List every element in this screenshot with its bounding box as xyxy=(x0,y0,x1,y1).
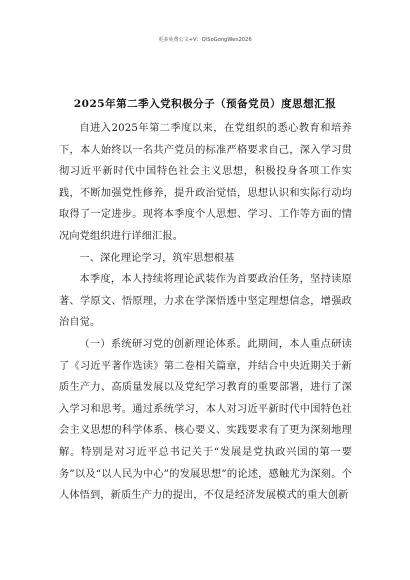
section-1-paragraph: 本季度，本人持续将理论武装作为首要政治任务，坚持读原著、学原文、悟原理，力求在学深悟透中坚定理想信念，增强政治自觉。 xyxy=(59,274,352,329)
promo-header-text: 更多免费公文+V：QiSoGongWen2026 xyxy=(158,37,252,43)
intro-paragraph: 自进入2025年第二季度以来，在党组织的悉心教育和培养下，本人始终以一名共产党员的标准严格要求自己，深入学习贯彻习近平新时代中国特色社会主义思想，积极投身各项工作实践，不断加强党性修养，提升政治觉悟，思想认识和实际行动均取得了一定进步。现将本季度个人思想、学习、工作等方面的情况向党组织进行详细汇报。 xyxy=(59,123,352,242)
section-heading-1: 一、深化理论学习，筑牢思想根基 xyxy=(79,252,235,264)
subsection-1-paragraph: （一）系统研习党的创新理论体系。此期间，本人重点研读了《习近平著作选读》第二卷相关篇章，并结合中央近期关于新质生产力、高质量发展以及党纪学习教育的重要部署，进行了深入学习和思考。通过系统学习，本人对习近平新时代中国特色社会主义思想的科学体系、核心要义、实践要求有了更为深刻地理解。特别是对习近平总书记关于“发展是党执政兴国的第一要务”以及“以人民为中心”的发展思想”的论述，感触尤为深刻。个人体悟到，新质生产力的提出，不仅是经济发展模式的重大创新 xyxy=(59,338,352,502)
page-title: 2025年第二季入党积极分子（预备党员）度思想汇报 xyxy=(73,98,337,110)
document-body xyxy=(59,118,352,507)
